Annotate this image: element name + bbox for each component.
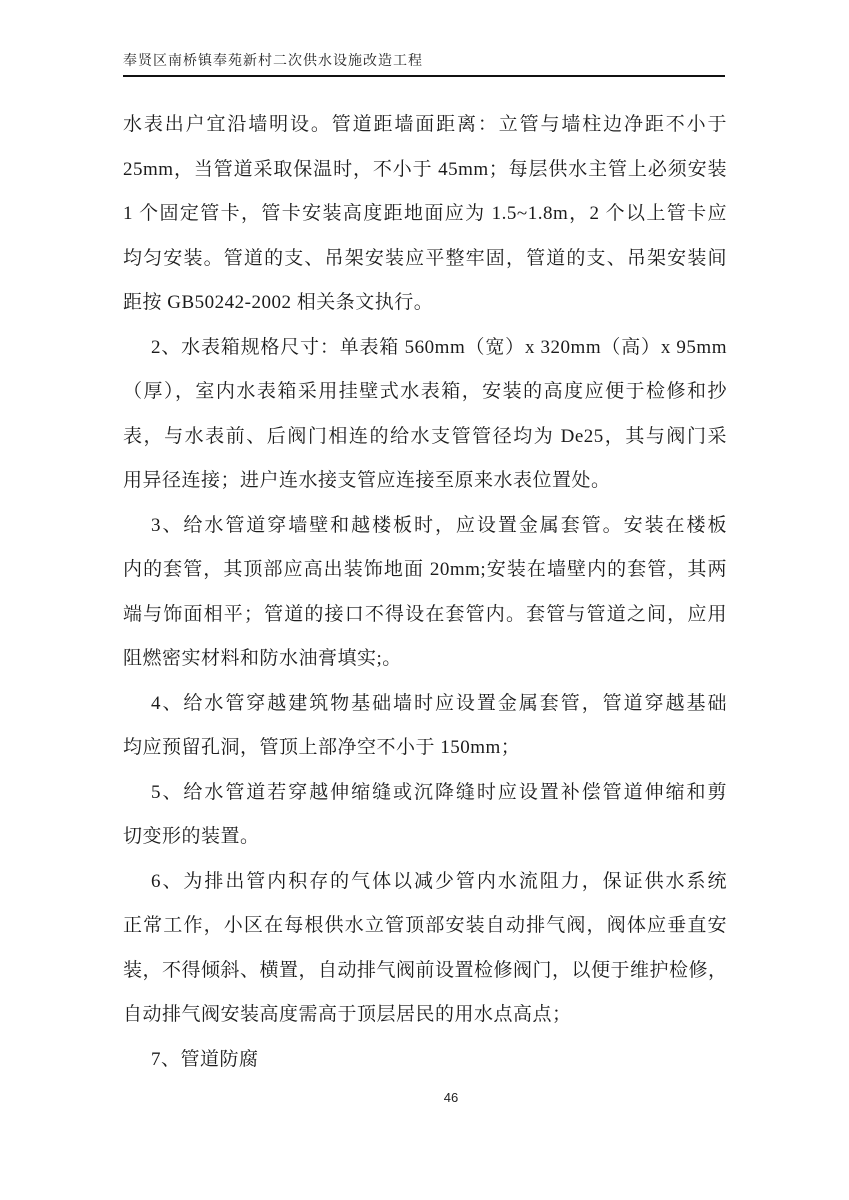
text-line: 25mm，当管道采取保温时，不小于 45mm；每层供水主管上必须安装 [123, 158, 727, 180]
text-line: 阻燃密实材料和防水油膏填实;。 [123, 648, 402, 669]
paragraph [123, 326, 727, 504]
text-line: 1 个固定管卡，管卡安装高度距地面应为 1.5~1.8m，2 个以上管卡应 [123, 203, 727, 224]
text-line: 表，与水表前、后阀门相连的给水支管管径均为 De25，其与阀门采 [123, 425, 727, 447]
page-footer [123, 1090, 727, 1105]
text-line: 正常工作，小区在每根供水立管顶部安装自动排气阀，阀体应垂直安 [123, 915, 727, 936]
paragraph [123, 504, 727, 682]
text-line: 7、管道防腐 [151, 1048, 259, 1070]
text-line: 装，不得倾斜、横置，自动排气阀前设置检修阀门，以便于维护检修， [123, 959, 728, 981]
text-line: 均应预留孔洞，管顶上部净空不小于 150mm； [123, 737, 521, 758]
text-line: 用异径连接；进户连水接支管应连接至原来水表位置处。 [123, 470, 611, 491]
document-body [123, 103, 727, 1082]
text-line: 端与饰面相平；管道的接口不得设在套管内。套管与管道之间，应用 [123, 603, 727, 625]
text-line: 5、给水管道若穿越伸缩缝或沉降缝时应设置补偿管道伸缩和剪 [151, 781, 727, 803]
text-line: 距按 GB50242-2002 相关条文执行。 [123, 292, 434, 313]
paragraph [123, 1038, 727, 1083]
text-line: 4、给水管穿越建筑物基础墙时应设置金属套管，管道穿越基础 [151, 692, 727, 714]
text-line: （厚），室内水表箱采用挂壁式水表箱，安装的高度应便于检修和抄 [123, 381, 727, 402]
paragraph [123, 860, 727, 1038]
header-title: 奉贤区南桥镇奉苑新村二次供水设施改造工程 [123, 54, 423, 69]
paragraph [123, 103, 727, 326]
text-line: 切变形的装置。 [123, 826, 260, 847]
text-line: 3、给水管道穿墙壁和越楼板时，应设置金属套管。安装在楼板 [151, 514, 727, 536]
paragraph [123, 771, 727, 860]
page-header [123, 50, 725, 77]
text-line: 均匀安装。管道的支、吊架安装应平整牢固，管道的支、吊架安装间 [123, 247, 727, 269]
text-line: 内的套管，其顶部应高出装饰地面 20mm;安装在墙壁内的套管，其两 [123, 559, 727, 580]
paragraph [123, 682, 727, 771]
text-line: 水表出户宜沿墙明设。管道距墙面距离：立管与墙柱边净距不小于 [123, 114, 727, 135]
text-line: 6、为排出管内积存的气体以减少管内水流阻力，保证供水系统 [151, 870, 727, 892]
page-number: 46 [443, 1090, 459, 1105]
text-line: 自动排气阀安装高度需高于顶层居民的用水点高点； [123, 1004, 572, 1025]
text-line: 2、水表箱规格尺寸：单表箱 560mm（宽）x 320mm（高）x 95mm [151, 336, 727, 358]
